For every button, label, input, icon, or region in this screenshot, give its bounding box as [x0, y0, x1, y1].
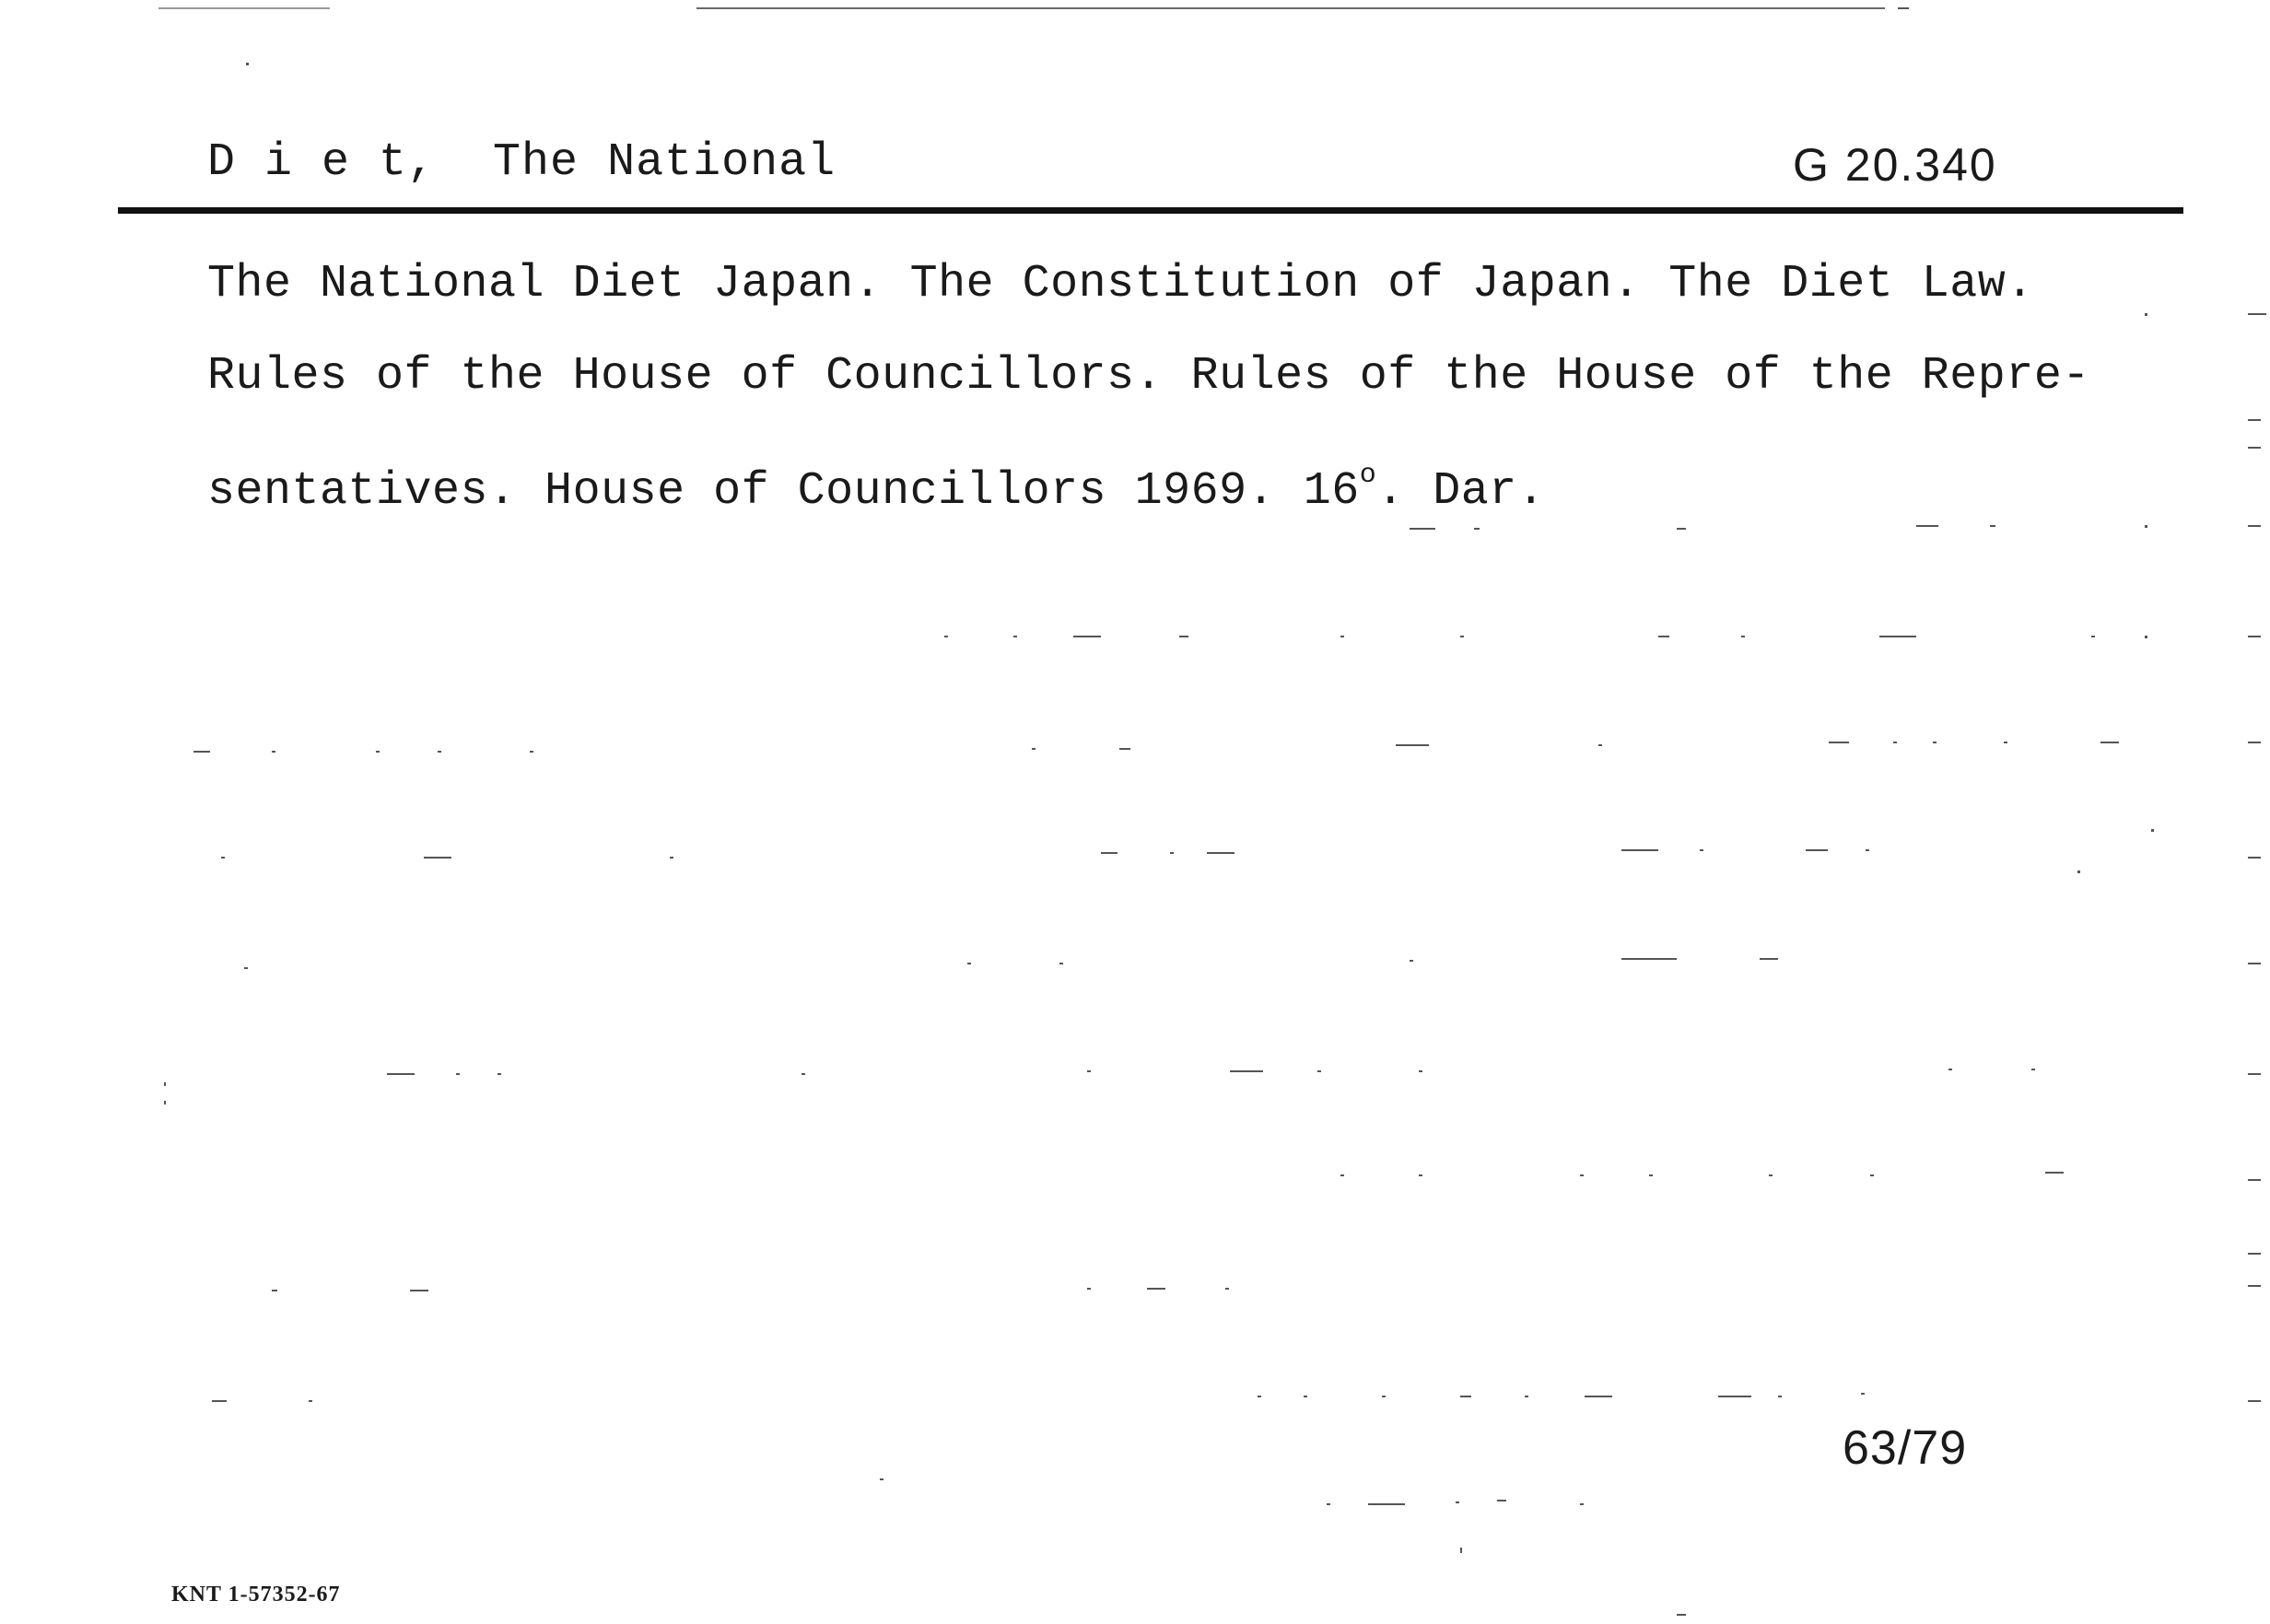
body-line-3-text: sentatives. House of Councillors 1969. 16: [207, 465, 1360, 518]
body-line-2: Rules of the House of Councillors. Rules of the House of the Repre-: [207, 350, 2090, 403]
printer-imprint: KNT 1-57352-67: [171, 1583, 341, 1606]
folio-number: 63/79: [1843, 1421, 1968, 1475]
card-heading: D i e t, The National: [207, 136, 837, 189]
body-line-3-tail: . Dar.: [1376, 465, 1546, 518]
body-line-1: The National Diet Japan. The Constitution of Japan. The Diet Law.: [207, 258, 2034, 310]
shelfmark: G 20.340: [1793, 139, 1997, 191]
format-degree: o: [1359, 460, 1377, 491]
